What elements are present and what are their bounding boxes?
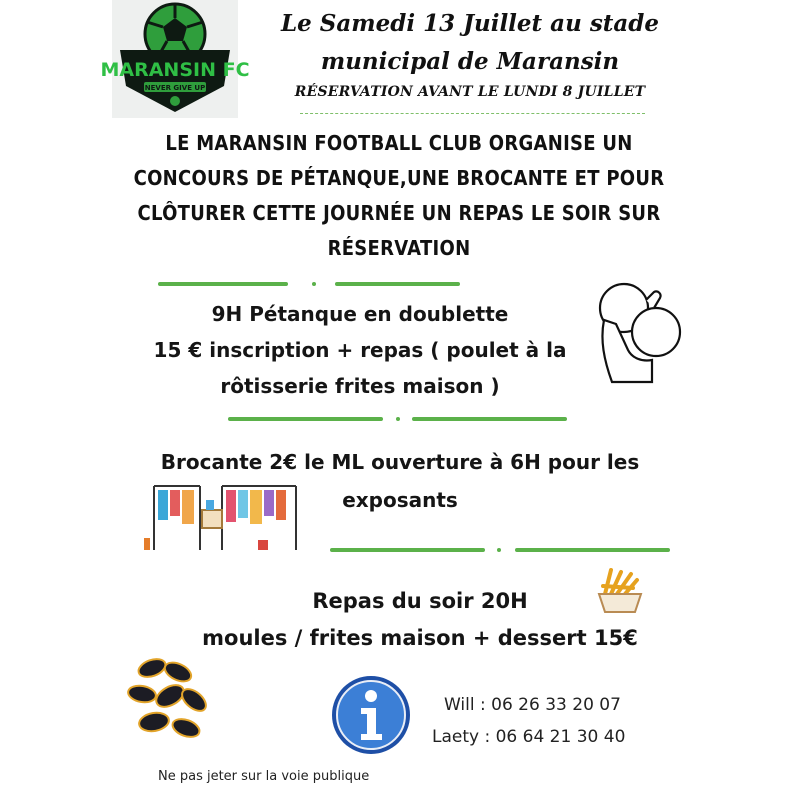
- info-icon: [330, 674, 412, 756]
- intro-line-4: RÉSERVATION: [327, 236, 471, 260]
- event-date-line: Le Samedi 13 Juillet au stade: [280, 10, 660, 37]
- maransin-fc-logo: [100, 0, 250, 118]
- logo-name: MARANSIN FC: [100, 59, 250, 81]
- petanque-price: 15 € inscription + repas ( poulet à la: [153, 338, 567, 362]
- reservation-deadline: RÉSERVATION AVANT LE LUNDI 8 JUILLET: [294, 84, 646, 100]
- club-logo: [100, 0, 250, 118]
- petanque-title: 9H Pétanque en doublette: [211, 302, 509, 326]
- repas-time: Repas du soir 20H: [312, 589, 528, 613]
- contact-laety: Laety : 06 64 21 30 40: [432, 727, 626, 747]
- repas-menu: moules / frites maison + dessert 15€: [202, 626, 638, 650]
- contact-will: Will : 06 26 33 20 07: [444, 695, 621, 715]
- clothes-rack-icon: [140, 478, 308, 554]
- event-location-line: municipal de Maransin: [320, 48, 620, 75]
- intro-line-2: CONCOURS DE PÉTANQUE,UNE BROCANTE ET POUR: [133, 166, 665, 190]
- brocante-line-1: Brocante 2€ le ML ouverture à 6H pour les: [160, 450, 640, 474]
- footer-notice: Ne pas jeter sur la voie publique: [158, 769, 370, 784]
- petanque-meal: rôtisserie frites maison ): [220, 374, 500, 398]
- contact-list: [432, 689, 625, 753]
- petanque-section: [110, 296, 610, 404]
- intro-paragraph: [130, 126, 668, 266]
- mussels-icon: [124, 654, 214, 746]
- intro-line-3: CLÔTURER CETTE JOURNÉE UN REPAS LE SOIR SUR: [137, 201, 661, 225]
- petanque-hand-icon: [594, 280, 686, 386]
- logo-tagline: NEVER GIVE UP: [144, 84, 206, 92]
- repas-section: [150, 583, 690, 657]
- brocante-line-2: exposants: [342, 488, 458, 512]
- intro-line-1: LE MARANSIN FOOTBALL CLUB ORGANISE UN: [165, 131, 633, 155]
- header-divider: [300, 113, 645, 114]
